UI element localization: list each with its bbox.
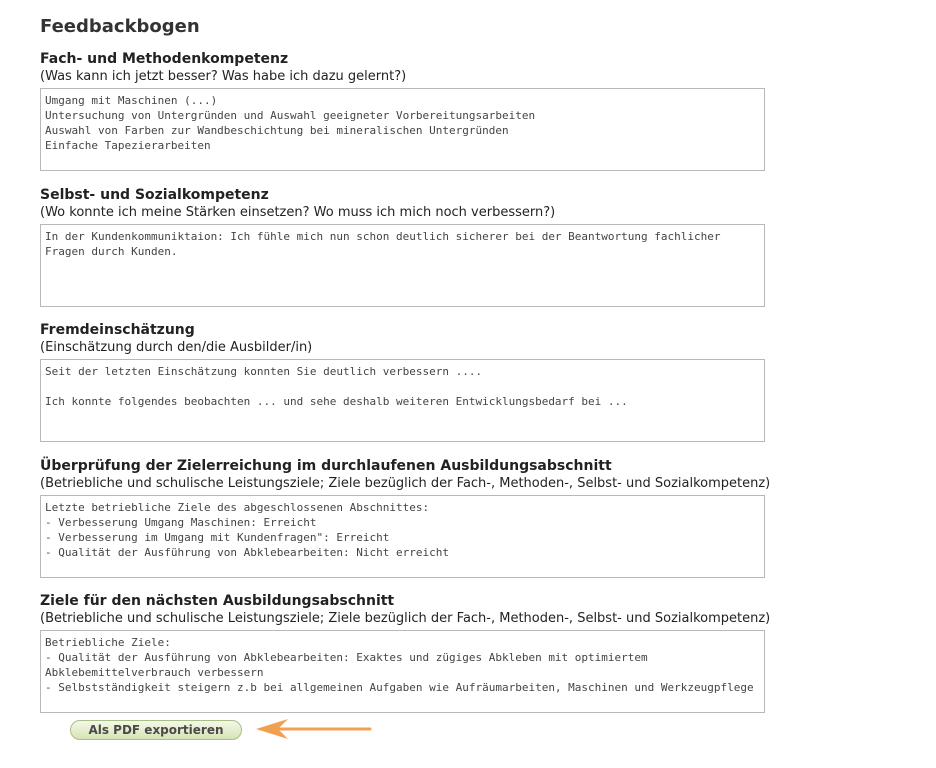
section-heading: Fremdeinschätzung [40,322,195,338]
section-subtitle: (Wo konnte ich meine Stärken einsetzen? Wo muss ich mich noch verbessern?) [40,205,556,220]
section-subtitle: (Was kann ich jetzt besser? Was habe ich dazu gelernt?) [40,69,407,84]
section-subtitle: (Betriebliche und schulische Leistungsziele; Ziele bezüglich der Fach-, Methoden-, Selbst- und Sozialkompetenz) [40,476,771,491]
section-heading: Selbst- und Sozialkompetenz [40,187,269,203]
fach-methodenkompetenz-textarea[interactable] [40,88,765,171]
export-pdf-button[interactable]: Als PDF exportieren [70,720,242,740]
section-subtitle: (Betriebliche und schulische Leistungsziele; Ziele bezüglich der Fach-, Methoden-, Selbst- und Sozialkompetenz) [40,611,771,626]
zielerreichung-textarea[interactable] [40,495,765,578]
selbst-sozialkompetenz-textarea[interactable] [40,224,765,307]
section-heading: Ziele für den nächsten Ausbildungsabschnitt [40,593,395,609]
section-fach-methodenkompetenz [40,50,840,171]
arrow-left-icon [252,716,376,742]
page-title: Feedbackbogen [40,16,200,37]
section-fremdeinschaetzung [40,321,840,442]
section-subtitle: (Einschätzung durch den/die Ausbilder/in) [40,340,313,355]
section-zielerreichung [40,457,840,578]
section-naechste-ziele [40,592,840,713]
section-heading: Überprüfung der Zielerreichung im durchlaufenen Ausbildungsabschnitt [40,458,612,474]
fremdeinschaetzung-textarea[interactable] [40,359,765,442]
section-selbst-sozialkompetenz [40,186,840,307]
section-heading: Fach- und Methodenkompetenz [40,51,289,67]
naechste-ziele-textarea[interactable] [40,630,765,713]
